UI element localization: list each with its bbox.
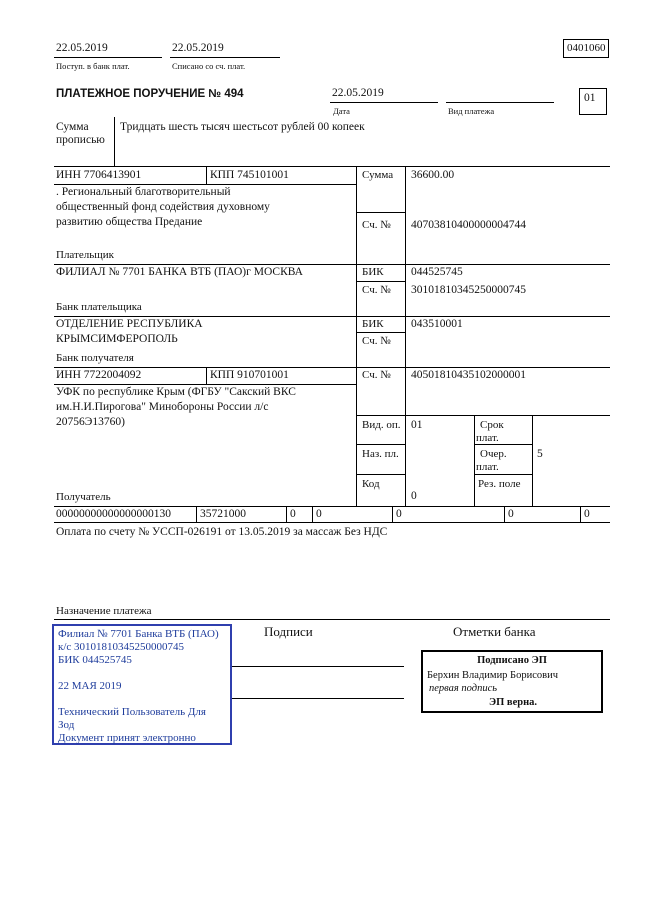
grid-line [54, 384, 356, 385]
recipient-name-line-2: им.Н.И.Пирогова" Минобороны России л/с [56, 401, 269, 413]
grid-line [54, 184, 356, 185]
kod-label: Код [362, 478, 380, 490]
grid-line [356, 415, 610, 416]
recipient-account-label: Сч. № [362, 369, 391, 381]
recipient-bank-account-label: Сч. № [362, 335, 391, 347]
esign-name: Берхин Владимир Борисович [427, 670, 558, 681]
grid-line [54, 264, 610, 265]
payer-label: Плательщик [56, 249, 114, 261]
grid-line [54, 367, 610, 368]
grid-line [54, 166, 610, 167]
ocher-label-1: Очер. [480, 448, 507, 460]
purpose-text: Оплата по счету № УССП-026191 от 13.05.2019 за массаж Без НДС [56, 526, 388, 538]
debited-label: Списано со сч. плат. [172, 61, 246, 71]
received-label: Поступ. в банк плат. [56, 61, 130, 71]
ocher-label-2: плат. [476, 461, 499, 473]
grid-line [54, 316, 610, 317]
payer-kpp: КПП 745101001 [210, 169, 289, 181]
grid-line [206, 367, 207, 384]
bank-stamp [52, 624, 232, 745]
status-code: 01 [584, 92, 596, 104]
debited-date-line [170, 57, 280, 58]
esign-role: первая подпись [429, 683, 498, 694]
form-code: 0401060 [567, 42, 606, 54]
grid-line [474, 444, 532, 445]
recipient-account-value: 40501810435102000001 [411, 369, 526, 381]
signature-line-2 [232, 698, 404, 699]
recipient-bank-name-line-2: КРЫМСИМФЕРОПОЛЬ [56, 333, 178, 345]
grid-line [474, 474, 532, 475]
budget-field-2: 35721000 [200, 508, 246, 520]
recipient-kpp: КПП 910701001 [210, 369, 289, 381]
srok-label-2: плат. [476, 432, 499, 444]
signatures-label: Подписи [264, 624, 313, 639]
grid-line [580, 506, 581, 522]
ocher-value: 5 [537, 448, 543, 460]
grid-line [532, 415, 533, 506]
esign-verified: ЭП верна. [489, 697, 538, 708]
recipient-bank-name-line-1: ОТДЕЛЕНИЕ РЕСПУБЛИКА [56, 318, 203, 330]
bank-marks-label: Отметки банка [453, 624, 536, 639]
esign-box [421, 650, 603, 713]
payer-bank-label: Банк плательщика [56, 301, 142, 313]
sum-value: 36600.00 [411, 169, 455, 181]
budget-field-3: 0 [290, 508, 296, 520]
amount-words-label-1: Сумма [56, 121, 89, 133]
sum-label: Сумма [362, 169, 394, 181]
recipient-inn: ИНН 7722004092 [56, 369, 142, 381]
recipient-label: Получатель [56, 491, 111, 503]
grid-line [356, 281, 405, 282]
recipient-bank-label: Банк получателя [56, 352, 134, 364]
grid-line [356, 212, 405, 213]
payer-name-line-1: . Региональный благотворительный [56, 186, 231, 198]
grid-line [196, 506, 197, 522]
payer-bank-name: ФИЛИАЛ № 7701 БАНКА ВТБ (ПАО)г МОСКВА [56, 266, 303, 278]
budget-field-6: 0 [508, 508, 514, 520]
amount-words-divider [114, 117, 115, 166]
grid-line [356, 444, 405, 445]
stamp-line-6: Зод [58, 719, 75, 731]
form-code-box [563, 39, 609, 58]
payment-type-line [446, 102, 554, 103]
signature-line-1 [232, 666, 404, 667]
naz-pl-label: Наз. пл. [362, 448, 399, 460]
grid-line [356, 332, 405, 333]
payer-bank-account-label: Сч. № [362, 284, 391, 296]
grid-line [206, 166, 207, 184]
grid-line [405, 166, 406, 506]
grid-line [286, 506, 287, 522]
grid-line [504, 506, 505, 522]
budget-field-7: 0 [584, 508, 590, 520]
stamp-line-7: Документ принят электронно [58, 732, 196, 744]
payment-type-label: Вид платежа [448, 106, 495, 116]
grid-line [356, 474, 405, 475]
payer-account-value: 40703810400000004744 [411, 219, 526, 231]
grid-line [54, 522, 610, 523]
document-title: ПЛАТЕЖНОЕ ПОРУЧЕНИЕ № 494 [56, 88, 244, 100]
payer-name-line-2: общественный фонд содействия духовному [56, 201, 270, 213]
stamp-date: 22 МАЯ 2019 [58, 680, 122, 692]
grid-line [54, 506, 610, 507]
payer-bank-bik-value: 044525745 [411, 266, 463, 278]
amount-words-label-2: прописью [56, 134, 105, 146]
grid-line [392, 506, 393, 522]
document-date: 22.05.2019 [332, 87, 384, 99]
recipient-name-line-3: 20756Э13760) [56, 416, 125, 428]
recipient-bank-bik-label: БИК [362, 318, 384, 330]
payer-bank-bik-label: БИК [362, 266, 384, 278]
budget-field-4: 0 [316, 508, 322, 520]
payer-account-label: Сч. № [362, 219, 391, 231]
srok-label-1: Срок [480, 419, 504, 431]
vid-op-value: 01 [411, 419, 423, 431]
stamp-line-3: БИК 044525745 [58, 654, 132, 666]
grid-line [312, 506, 313, 522]
status-code-box [579, 88, 607, 115]
budget-field-5: 0 [396, 508, 402, 520]
payer-inn: ИНН 7706413901 [56, 169, 142, 181]
budget-field-1: 00000000000000000130 [56, 508, 171, 520]
debited-date: 22.05.2019 [172, 42, 224, 54]
stamp-line-2: к/с 30101810345250000745 [58, 641, 185, 653]
rez-label: Рез. поле [478, 478, 521, 490]
stamp-line-5: Технический Пользователь Для [58, 706, 206, 718]
vid-op-label: Вид. оп. [362, 419, 401, 431]
grid-line [474, 415, 475, 506]
payer-bank-account-value: 30101810345250000745 [411, 284, 526, 296]
recipient-name-line-1: УФК по республике Крым (ФГБУ "Сакский ВКС [56, 386, 296, 398]
document-date-line [330, 102, 438, 103]
grid-line [356, 166, 357, 506]
esign-title: Подписано ЭП [477, 655, 547, 666]
kod-value: 0 [411, 490, 417, 502]
stamp-line-1: Филиал № 7701 Банка ВТБ (ПАО) [58, 628, 219, 640]
payer-name-line-3: развитию общества Предание [56, 216, 203, 228]
received-date-line [54, 57, 162, 58]
purpose-label: Назначение платежа [56, 605, 152, 617]
purpose-line [54, 619, 610, 620]
recipient-bank-bik-value: 043510001 [411, 318, 463, 330]
received-date: 22.05.2019 [56, 42, 108, 54]
amount-words-text: Тридцать шесть тысяч шестьсот рублей 00 копеек [120, 121, 365, 133]
document-date-label: Дата [333, 106, 350, 116]
